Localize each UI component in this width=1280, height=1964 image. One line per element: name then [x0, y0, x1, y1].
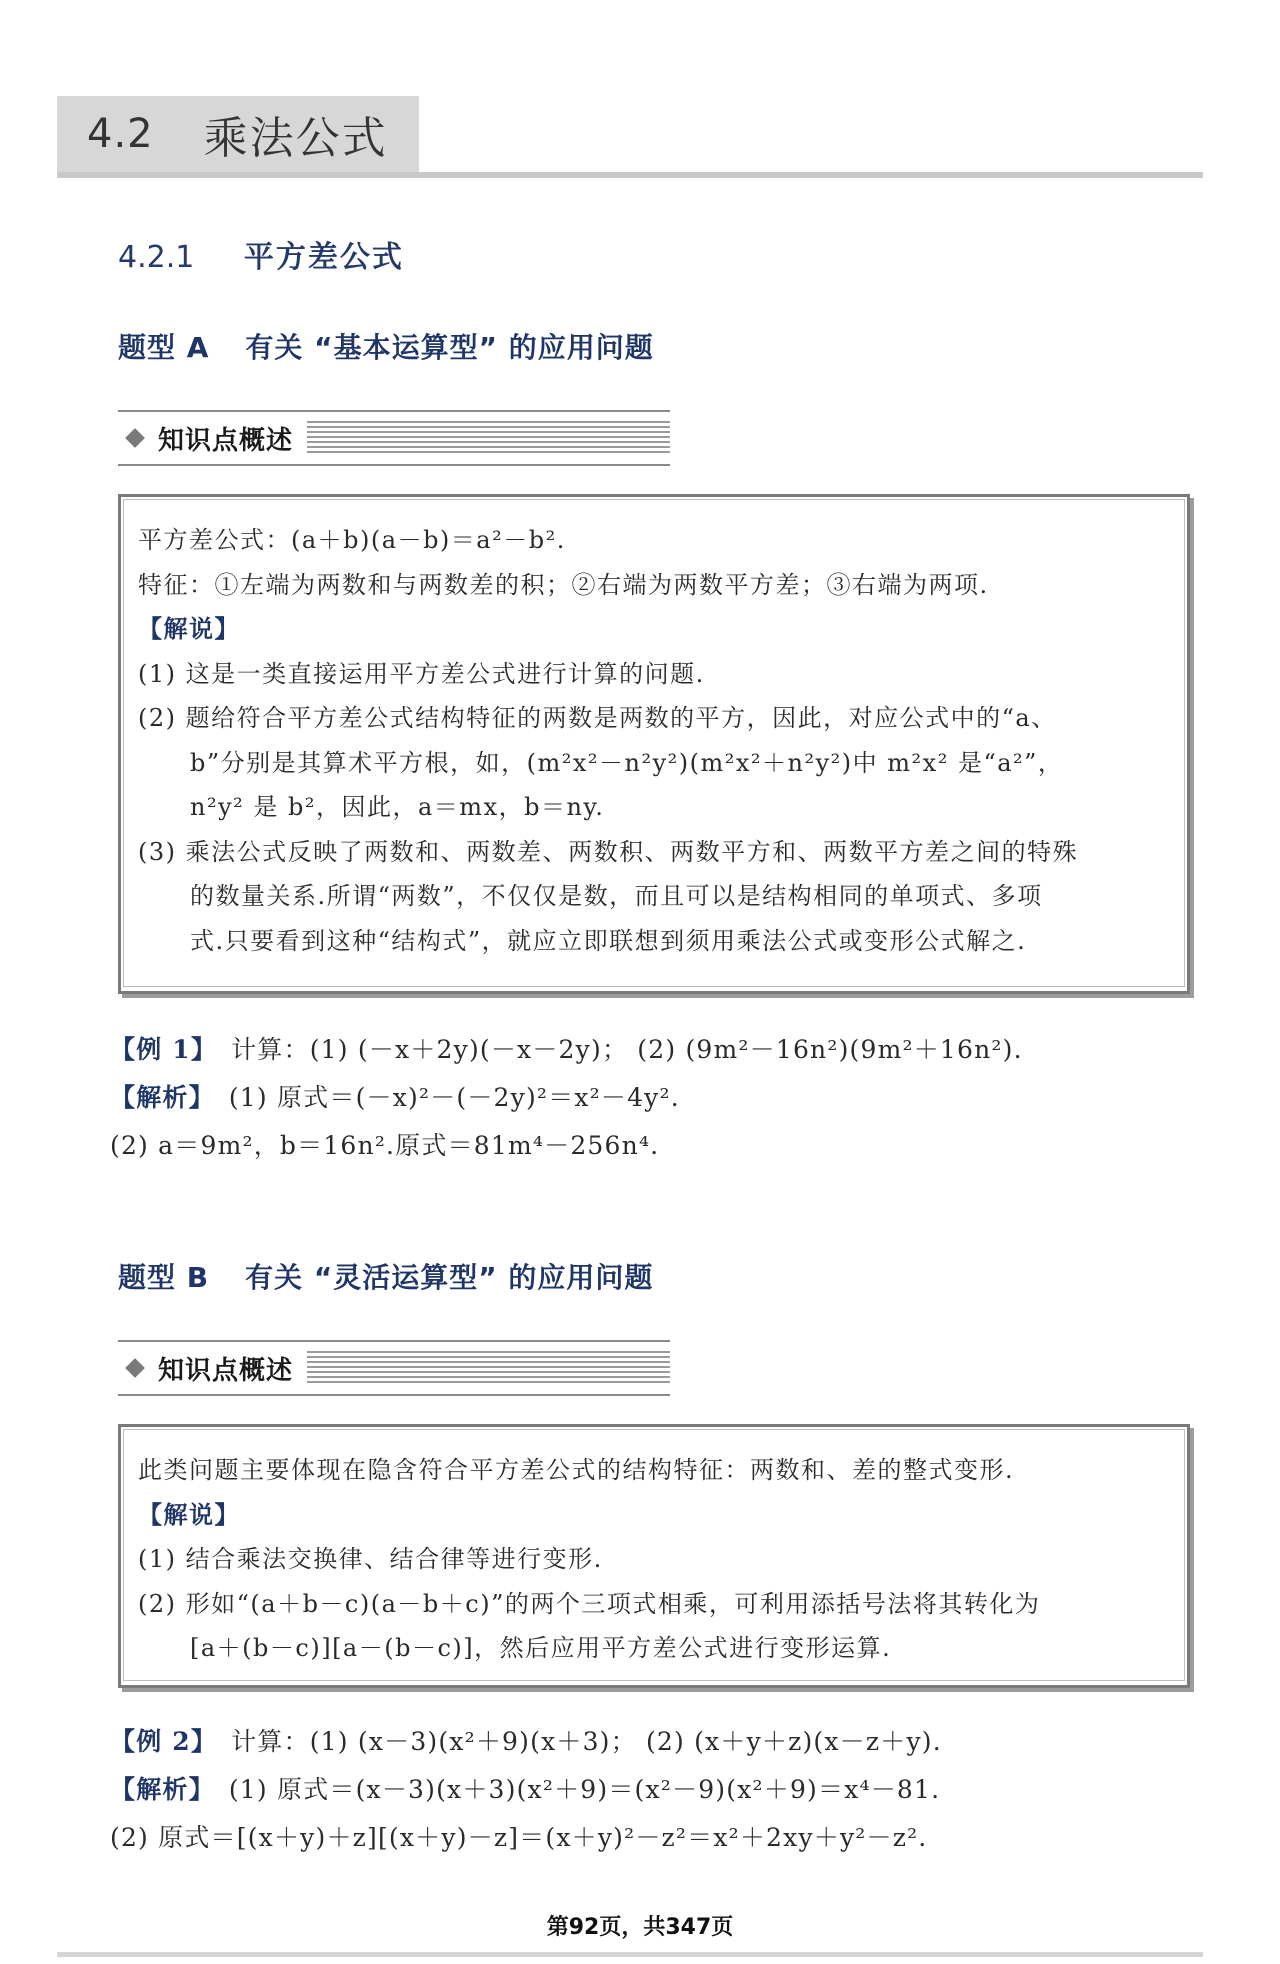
- decorative-lines: [307, 421, 670, 455]
- box-line: (1) 结合乘法交换律、结合律等进行变形.: [138, 1545, 603, 1573]
- box-line: 此类问题主要体现在隐含符合平方差公式的结构特征：两数和、差的整式变形.: [138, 1456, 1015, 1484]
- box-line: (3) 乘法公式反映了两数和、两数差、两数积、两数平方和、两数平方差之间的特殊: [138, 837, 1079, 866]
- section-number: 4.2.1: [118, 240, 195, 275]
- box-line: [a＋(b－c)][a－(b－c)]，然后应用平方差公式进行变形运算.: [190, 1634, 892, 1662]
- explanation-tag: 【解说】: [138, 614, 240, 643]
- example-2: [110, 1718, 942, 1862]
- example-tag: 【例 2】: [110, 1727, 218, 1756]
- chapter-header: [57, 96, 419, 172]
- type-a-knowledge-label: [118, 410, 670, 466]
- box-line: b”分别是其算术平方根，如，(m²x²－n²y²)(m²x²＋n²y²)中 m²x² 是“a²”，: [190, 748, 1064, 777]
- type-b-heading: [118, 1256, 653, 1296]
- type-a-title: 有关 “基本运算型” 的应用问题: [245, 331, 654, 364]
- knowledge-label-text: 知识点概述: [158, 420, 307, 457]
- solution-step: (2) 原式＝[(x＋y)＋z][(x＋y)－z]＝(x＋y)²－z²＝x²＋2xy＋y²－z².: [110, 1823, 928, 1852]
- box-line: (2) 形如“(a＋b－c)(a－b＋c)”的两个三项式相乘，可利用添括号法将其转化为: [138, 1589, 1041, 1618]
- diamond-icon: [125, 428, 145, 448]
- example-problem: 计算：(1) (x－3)(x²＋9)(x＋3)； (2) (x＋y＋z)(x－z＋y).: [231, 1727, 942, 1756]
- solution-tag: 【解析】: [110, 1083, 215, 1112]
- section-heading: [118, 232, 404, 276]
- type-a-knowledge-box: [118, 494, 1190, 994]
- box-line: 特征：①左端为两数和与两数差的积；②右端为两数平方差；③右端为两项.: [138, 570, 989, 599]
- diamond-icon: [125, 1358, 145, 1378]
- example-tag: 【例 1】: [110, 1035, 218, 1064]
- section-title: 平方差公式: [243, 240, 404, 275]
- explanation-tag: 【解说】: [138, 1499, 240, 1529]
- box-line: 平方差公式：(a＋b)(a－b)＝a²－b².: [138, 526, 566, 554]
- knowledge-label-text: 知识点概述: [158, 1350, 307, 1387]
- type-b-title: 有关 “灵活运算型” 的应用问题: [245, 1261, 654, 1294]
- chapter-title: 乘法公式: [203, 113, 388, 164]
- box-line: 的数量关系.所谓“两数”，不仅仅是数，而且可以是结构相同的单项式、多项: [190, 882, 1043, 910]
- box-line: (2) 题给符合平方差公式结构特征的两数是两数的平方，因此，对应公式中的“a、: [138, 704, 1057, 732]
- example-1: [110, 1026, 1023, 1170]
- type-a-heading: [118, 326, 654, 366]
- chapter-divider: [57, 172, 1203, 178]
- solution-step: (2) a＝9m²，b＝16n².原式＝81m⁴－256n⁴.: [110, 1131, 660, 1160]
- type-b-knowledge-label: [118, 1340, 670, 1396]
- solution-step: (1) 原式＝(x－3)(x＋3)(x²＋9)＝(x²－9)(x²＋9)＝x⁴－81.: [228, 1775, 941, 1804]
- page-number: 第92页，共347页: [546, 1915, 734, 1940]
- solution-step: (1) 原式＝(－x)²－(－2y)²＝x²－4y².: [228, 1083, 680, 1112]
- footer-divider: [57, 1952, 1203, 1957]
- box-line: n²y² 是 b²，因此，a＝mx，b＝ny.: [190, 793, 605, 821]
- solution-tag: 【解析】: [110, 1775, 215, 1804]
- type-a-prefix: 题型 A: [118, 331, 210, 364]
- chapter-number: 4.2: [87, 111, 154, 157]
- box-line: (1) 这是一类直接运用平方差公式进行计算的问题.: [138, 659, 705, 688]
- type-b-knowledge-box: [118, 1424, 1190, 1688]
- box-line: 式.只要看到这种“结构式”，就应立即联想到须用乘法公式或变形公式解之.: [190, 926, 1027, 955]
- type-b-prefix: 题型 B: [118, 1261, 210, 1294]
- example-problem: 计算：(1) (－x＋2y)(－x－2y)； (2) (9m²－16n²)(9m²＋16n²).: [231, 1035, 1023, 1064]
- decorative-lines: [307, 1351, 670, 1385]
